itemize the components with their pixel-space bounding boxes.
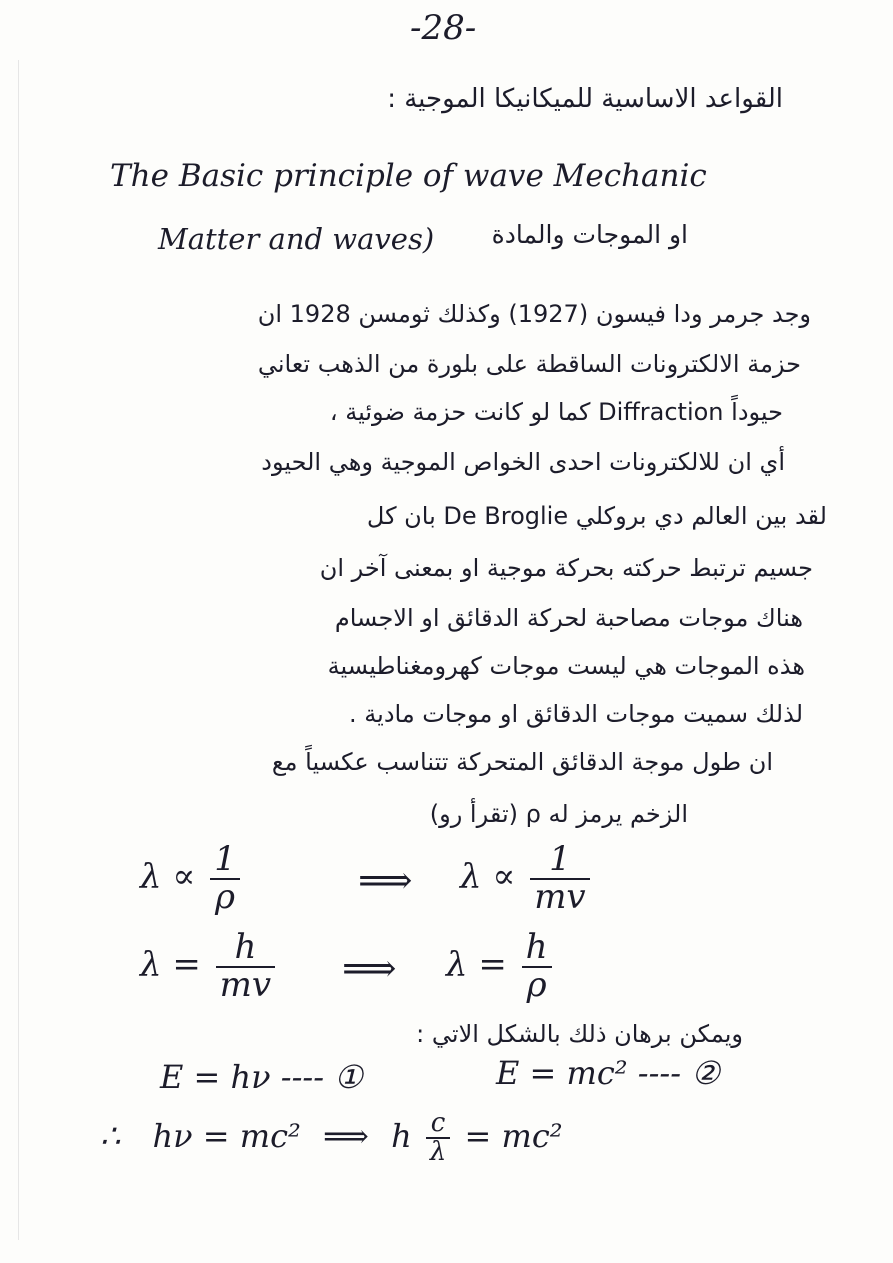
fraction — [530, 839, 589, 917]
page-number: -28- — [410, 8, 477, 48]
subheading-arabic: او الموجات والمادة — [491, 220, 688, 249]
equation-1: E = hν ---- ① — [160, 1058, 363, 1096]
paragraph2-line: هذه الموجات هي ليست موجات كهرومغناطيسية — [327, 652, 805, 680]
fraction-denominator: mv — [534, 876, 586, 917]
fraction-numerator: 1 — [210, 842, 240, 880]
heading-arabic: القواعد الاساسية للميكانيكا الموجية : — [387, 84, 783, 114]
implies-arrow: ⟹ — [358, 858, 413, 902]
implies-arrow: ⟹ — [323, 1116, 369, 1155]
eq-lhs: λ ∝ — [140, 856, 196, 897]
equation-row2-left — [140, 927, 279, 1005]
paragraph2-line: جسيم ترتبط حركته بحركة موجية او بمعنى آخر ان — [319, 554, 813, 582]
paragraph1-line: وجد جرمر ودا فيسون (1927) وكذلك ثومسن 1928 ان — [257, 300, 811, 328]
fraction — [216, 927, 275, 1005]
fraction-denominator: ρ — [215, 876, 235, 917]
paragraph2-line: هناك موجات مصاحبة لحركة الدقائق او الاجسام — [334, 604, 803, 632]
equation-row1-right — [460, 839, 594, 917]
final-h: h — [391, 1116, 412, 1155]
therefore-symbol: ∴ — [100, 1116, 121, 1155]
paragraph1-line: أي ان للالكترونات احدى الخواص الموجية وهي الحيود — [261, 448, 785, 476]
equation-row2-right — [446, 927, 556, 1005]
paragraph2-line: ان طول موجة الدقائق المتحركة تتناسب عكسياً مع — [271, 748, 773, 776]
fraction — [210, 839, 240, 917]
fraction-denominator: λ — [429, 1137, 447, 1168]
paragraph2-line: لذلك سميت موجات الدقائق او موجات مادية . — [349, 700, 803, 728]
subheading-english: Matter and waves) — [158, 222, 435, 256]
paragraph2-line: الزخم يرمز له ρ (تقرأ رو) — [429, 800, 688, 828]
equation-2: E = mc² ---- ② — [496, 1054, 720, 1092]
fraction-numerator: h — [522, 930, 552, 968]
page-edge-line — [18, 60, 19, 1240]
fraction-denominator: ρ — [526, 964, 547, 1005]
paragraph2-line: لقد بين العالم دي بروكلي De Broglie بان كل — [366, 502, 827, 530]
final-rhs: = mc² — [464, 1116, 563, 1155]
eq-lhs: λ ∝ — [460, 856, 516, 897]
eq-lhs: λ = — [446, 944, 507, 985]
final-lhs: hν = mc² — [152, 1116, 301, 1155]
fraction-numerator: 1 — [530, 842, 589, 880]
final-equation — [100, 1110, 563, 1167]
fraction-numerator: c — [426, 1110, 450, 1139]
heading-english: The Basic principle of wave Mechanic — [110, 158, 707, 194]
paragraph1-line: حيوداً Diffraction كما لو كانت حزمة ضوئية ، — [329, 398, 783, 426]
proof-intro: ويمكن برهان ذلك بالشكل الاتي : — [416, 1020, 743, 1048]
eq-lhs: λ = — [140, 944, 201, 985]
fraction — [522, 927, 552, 1005]
implies-arrow: ⟹ — [342, 946, 397, 990]
paragraph1-line: حزمة الالكترونات الساقطة على بلورة من الذهب تعاني — [257, 350, 801, 378]
fraction — [426, 1110, 450, 1167]
fraction-numerator: h — [216, 930, 275, 968]
equation-row1-left — [140, 839, 244, 917]
fraction-denominator: mv — [219, 964, 272, 1005]
